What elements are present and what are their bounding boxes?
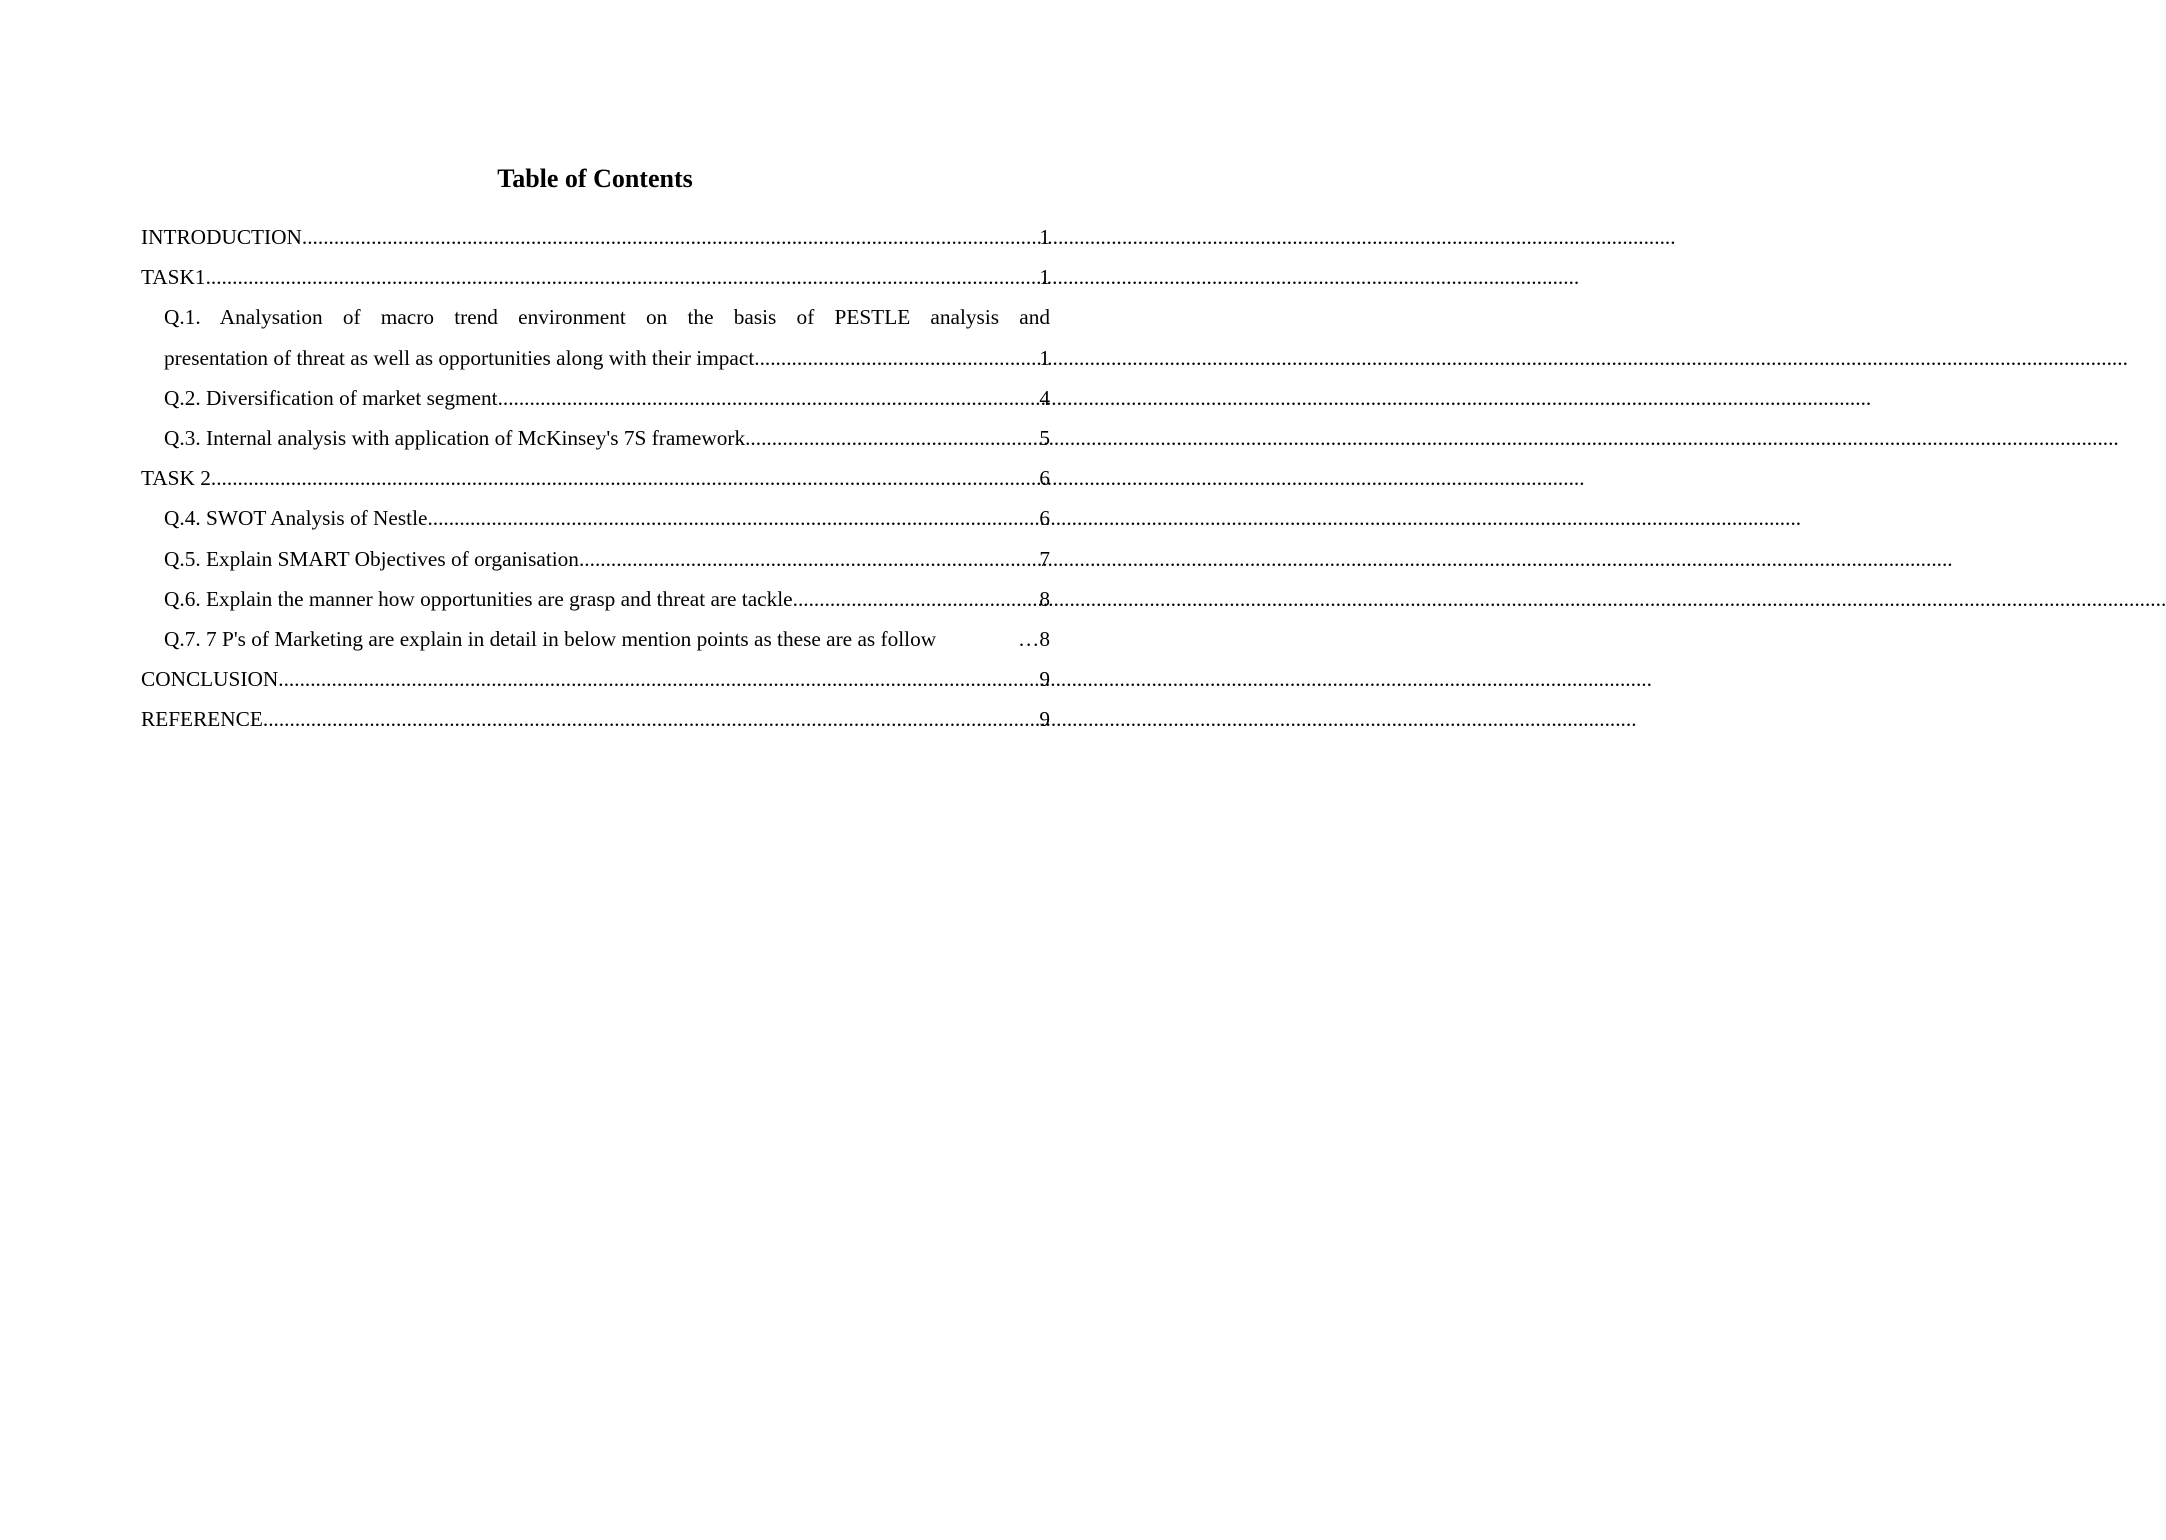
toc-entry-text: TASK1 [141,265,206,290]
toc-entry-task1[interactable] [141,257,1050,297]
dot-leader [302,217,1039,257]
toc-entry-q7[interactable] [141,619,1050,659]
toc-entry-q3[interactable] [141,418,1050,458]
toc-title: Table of Contents [497,164,693,193]
toc-entry-text: TASK 2 [141,466,211,491]
toc-entry-text: Q.4. SWOT Analysis of Nestle [164,506,428,531]
toc-entry-q2[interactable] [141,378,1050,418]
toc-entry-text: REFERENCE [141,707,263,732]
toc-entry-q4[interactable] [141,498,1050,538]
dot-leader [745,418,1039,458]
toc-entry-text-line1: Q.1. Analysation of macro trend environment on the basis of PESTLE analysis and [164,305,1050,330]
toc-entry-q1[interactable] [141,297,1050,377]
dot-leader [498,378,1040,418]
toc-entry-conclusion[interactable] [141,659,1050,699]
toc-entry-task2[interactable] [141,458,1050,498]
ellipsis-leader: … [1018,626,1040,651]
dot-leader [278,659,1039,699]
toc-page-number: 4 [1039,385,1050,410]
toc-page-number: 8 [1039,586,1050,611]
toc-entry-text: Q.2. Diversification of market segment [164,385,498,410]
toc-page-number: 6 [1039,506,1050,531]
toc-entry-text: INTRODUCTION [141,225,302,249]
toc-page-number: 6 [1039,466,1050,491]
toc-page-number: 7 [1039,546,1050,571]
dot-leader [211,458,1039,498]
toc-entry-text: Q.7. 7 P's of Marketing are explain in detail in below mention points as these are as follow [164,626,937,651]
dot-leader [206,257,1040,297]
toc-page-number: 5 [1039,425,1050,450]
toc-entry-text: Q.5. Explain SMART Objectives of organisation [164,546,579,571]
dot-leader [579,539,1039,579]
toc-entry-q6[interactable] [141,579,1050,619]
toc-page-number: 8 [1039,626,1050,651]
dot-leader [754,338,1039,378]
toc-entry-q5[interactable] [141,539,1050,579]
toc-entry-text: CONCLUSION [141,667,279,692]
dot-leader [793,579,1040,619]
toc-page-number: 1 [1039,265,1050,290]
table-of-contents [141,217,1050,739]
toc-entry-reference[interactable] [141,699,1050,739]
toc-entry-text-line2: presentation of threat as well as opportunities along with their impact [164,345,755,370]
dot-leader [263,699,1039,739]
toc-page-number: 9 [1039,707,1050,732]
toc-entry-text: Q.3. Internal analysis with application of McKinsey's 7S framework [164,425,746,450]
toc-page-number: 9 [1039,667,1050,692]
dot-leader [427,498,1039,538]
toc-entry-text: Q.6. Explain the manner how opportunities are grasp and threat are tackle [164,586,793,611]
toc-entry-introduction[interactable] [141,217,1050,257]
toc-page-number: 1 [1039,225,1050,249]
toc-page-number: 1 [1039,345,1050,370]
